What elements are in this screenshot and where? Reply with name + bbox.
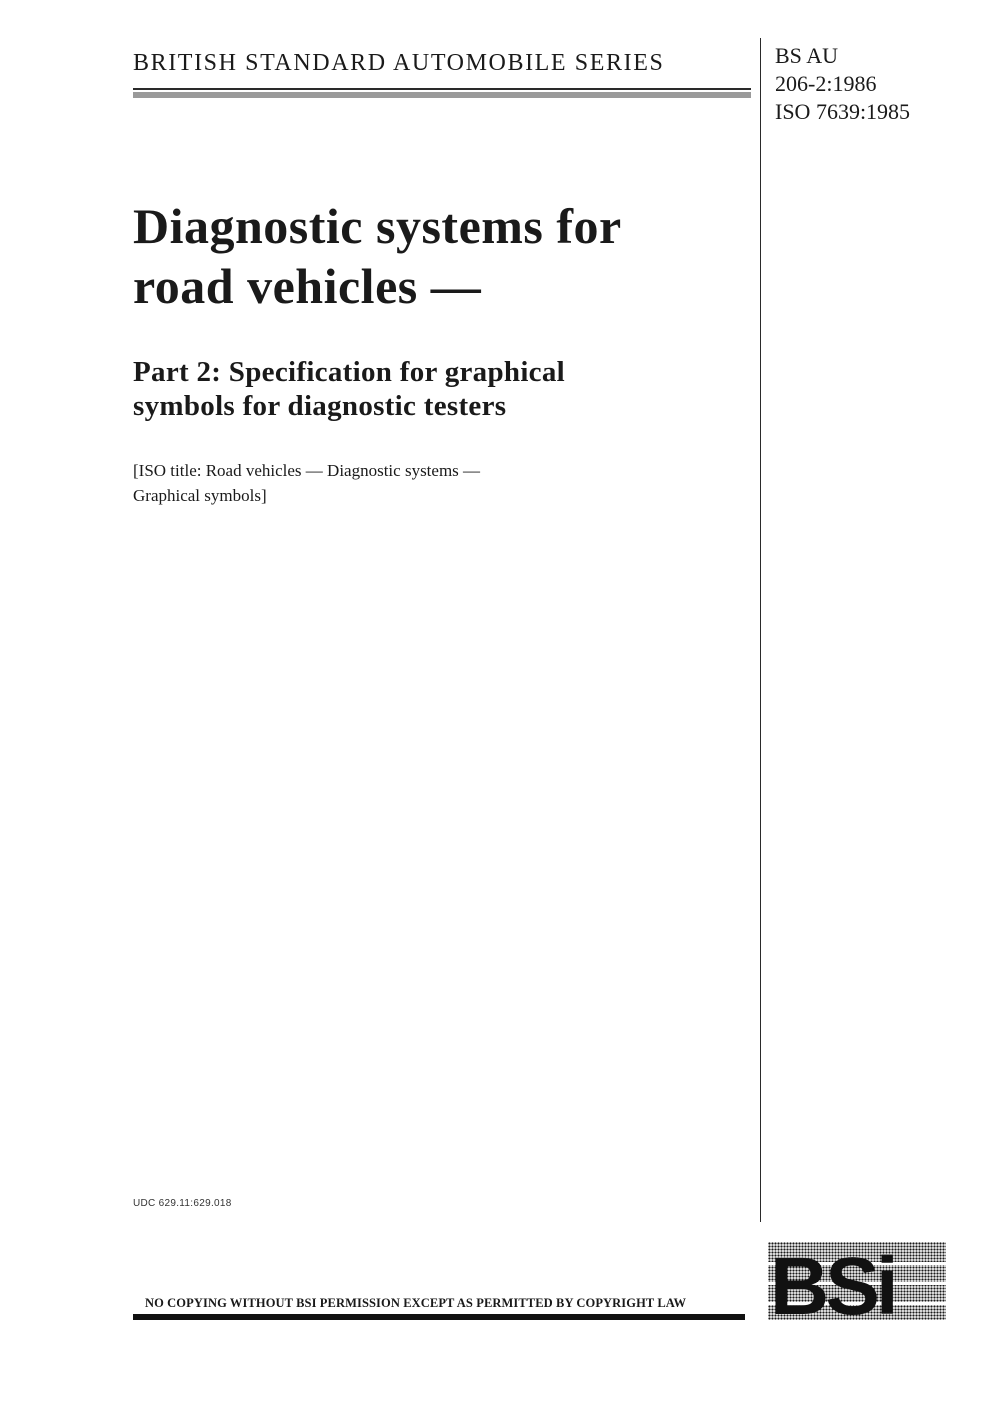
standard-id-bs: BS AU (775, 43, 838, 68)
series-title: BRITISH STANDARD AUTOMOBILE SERIES (133, 50, 665, 76)
document-title-line-2: road vehicles — (133, 258, 482, 314)
udc-classification: UDC 629.11:629.018 (133, 1198, 232, 1209)
iso-title-line-1: [ISO title: Road vehicles — Diagnostic systems — (133, 461, 481, 480)
footer-rule (133, 1314, 745, 1320)
document-title-line-1: Diagnostic systems for (133, 198, 622, 254)
standard-identifiers (775, 42, 910, 126)
standard-id-part: 206-2:1986 (775, 71, 877, 96)
standard-id-iso: ISO 7639:1985 (775, 99, 911, 124)
bsi-logo-text: BSi (770, 1242, 895, 1320)
part-title-line-2: symbols for diagnostic testers (133, 390, 507, 422)
iso-title (133, 458, 480, 508)
copyright-notice: NO COPYING WITHOUT BSI PERMISSION EXCEPT AS PERMITTED BY COPYRIGHT LAW (145, 1296, 687, 1310)
iso-title-line-2: Graphical symbols] (133, 486, 267, 505)
part-title-line-1: Part 2: Specification for graphical (133, 356, 566, 388)
vertical-divider (760, 38, 761, 1222)
header-rule-thick (133, 92, 751, 98)
header-rule-thin (133, 88, 751, 90)
document-title (133, 196, 743, 316)
part-title (133, 355, 743, 423)
bsi-logo (768, 1242, 946, 1320)
